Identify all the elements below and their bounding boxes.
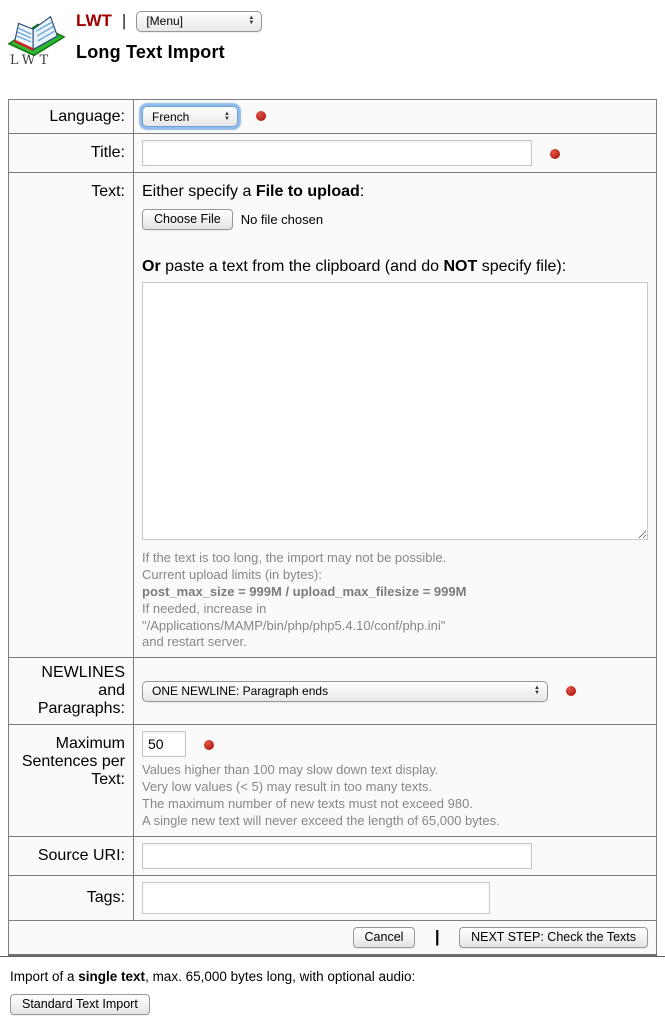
- select-arrows-icon: [248, 16, 254, 26]
- hint-line: A single new text will never exceed the length of 65,000 bytes.: [142, 813, 500, 829]
- app-header: [8, 8, 657, 66]
- lwt-logo[interactable]: [8, 8, 66, 66]
- footer-button-row: [10, 994, 657, 1015]
- language-select-value: French: [152, 109, 190, 124]
- header-top-row: [76, 10, 262, 32]
- newlines-cell: [134, 658, 657, 725]
- title-row: [9, 134, 657, 173]
- file-upload-row: [142, 209, 648, 230]
- header-separator: |: [121, 11, 127, 30]
- next-step-button[interactable]: NEXT STEP: Check the Texts: [459, 927, 648, 948]
- hint-line: and restart server.: [142, 634, 247, 650]
- language-row: [9, 100, 657, 134]
- menu-select[interactable]: [136, 11, 262, 32]
- max-sentences-row: [9, 725, 657, 837]
- no-file-chosen-text: No file chosen: [240, 212, 324, 227]
- language-select[interactable]: [142, 106, 238, 127]
- footer-note: Import of a single text, max. 65,000 bytes long, with optional audio:: [10, 969, 416, 985]
- max-sentences-input[interactable]: [142, 731, 186, 757]
- hint-line: If the text is too long, the import may not be possible.: [142, 550, 447, 565]
- svg-text:LWT: LWT: [9, 53, 53, 66]
- text-row: [9, 173, 657, 658]
- upload-limits-hint: [142, 550, 648, 651]
- language-cell: [134, 100, 657, 134]
- tags-row: [9, 875, 657, 920]
- required-dot: [566, 686, 576, 696]
- standard-text-import-button[interactable]: Standard Text Import: [10, 994, 150, 1015]
- actions-cell: [9, 920, 657, 955]
- title-label: Title:: [9, 134, 134, 173]
- hint-line: post_max_size = 999M / upload_max_filesize = 999M: [142, 583, 467, 599]
- cancel-button[interactable]: Cancel: [353, 927, 416, 948]
- required-dot: [550, 149, 560, 159]
- select-arrows-icon: [534, 686, 540, 696]
- text-cell: [134, 173, 657, 658]
- max-sentences-label: Maximum Sentences per Text:: [9, 725, 134, 837]
- hint-line: If needed, increase in: [142, 600, 267, 616]
- newlines-select-value: ONE NEWLINE: Paragraph ends: [152, 684, 329, 699]
- text-label: Text:: [9, 173, 134, 658]
- footer-divider: [0, 956, 665, 957]
- title-cell: [134, 134, 657, 173]
- tags-cell: [134, 875, 657, 920]
- actions-separator: |: [434, 926, 440, 946]
- paste-prompt: Or paste a text from the clipboard (and do NOT specify file):: [142, 258, 567, 275]
- source-uri-row: [9, 836, 657, 875]
- max-sentences-cell: [134, 725, 657, 837]
- hint-line: Current upload limits (in bytes):: [142, 566, 322, 582]
- required-dot: [204, 740, 214, 750]
- hint-line: "/Applications/MAMP/bin/php/php5.4.10/conf/php.ini": [142, 617, 446, 633]
- upload-prompt: Either specify a File to upload:: [142, 183, 365, 200]
- required-dot: [256, 111, 266, 121]
- page-title: Long Text Import: [76, 42, 225, 62]
- menu-select-value: [Menu]: [146, 14, 183, 28]
- hint-line: The maximum number of new texts must not exceed 980.: [142, 796, 473, 812]
- app-name: LWT: [76, 11, 112, 30]
- hint-line: Very low values (< 5) may result in too many texts.: [142, 779, 433, 795]
- choose-file-button[interactable]: Choose File: [142, 209, 233, 230]
- text-paste-area[interactable]: [142, 282, 648, 540]
- language-label: Language:: [9, 100, 134, 134]
- newlines-row: [9, 658, 657, 725]
- tags-input[interactable]: [142, 882, 490, 914]
- newlines-select[interactable]: [142, 681, 548, 702]
- tags-label: Tags:: [9, 875, 134, 920]
- select-arrows-icon: [224, 112, 230, 122]
- source-uri-cell: [134, 836, 657, 875]
- source-uri-label: Source URI:: [9, 836, 134, 875]
- newlines-label: NEWLINES and Paragraphs:: [9, 658, 134, 725]
- max-sentences-hint: [142, 762, 648, 830]
- source-uri-input[interactable]: [142, 843, 532, 869]
- import-form-table: [8, 99, 657, 956]
- hint-line: Values higher than 100 may slow down text display.: [142, 762, 439, 778]
- title-input[interactable]: [142, 140, 532, 166]
- actions-row: [9, 920, 657, 955]
- header-text-block: [76, 8, 262, 63]
